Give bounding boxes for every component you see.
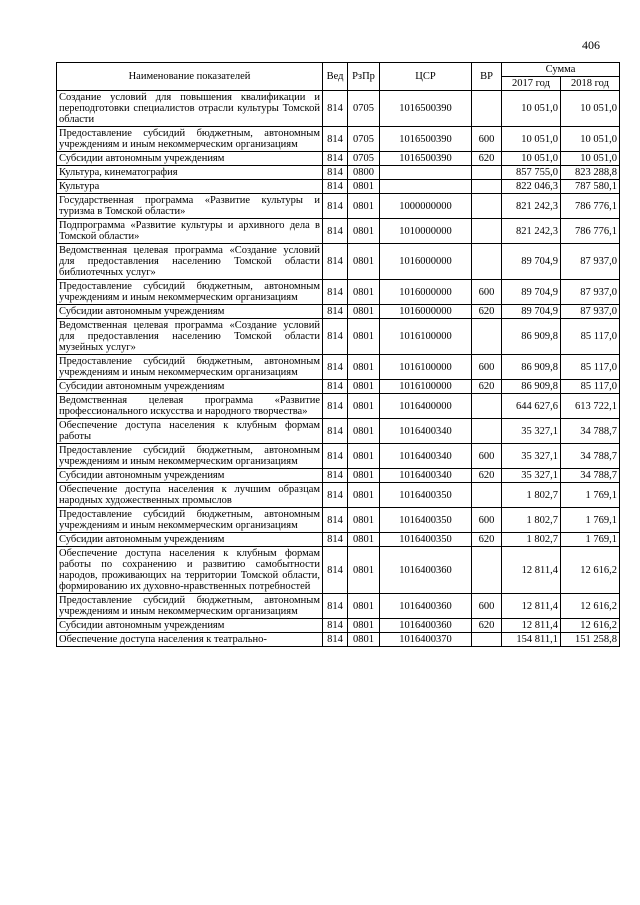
cell-y2018: 10 051,0 xyxy=(561,127,620,152)
cell-rzpr: 0801 xyxy=(348,244,380,280)
table-row xyxy=(57,166,620,180)
table-row xyxy=(57,380,620,394)
cell-vr: 620 xyxy=(472,619,502,633)
cell-rzpr: 0801 xyxy=(348,533,380,547)
cell-rzpr: 0801 xyxy=(348,444,380,469)
cell-ved: 814 xyxy=(323,355,348,380)
cell-rzpr: 0801 xyxy=(348,594,380,619)
cell-y2018: 10 051,0 xyxy=(561,91,620,127)
cell-rzpr: 0801 xyxy=(348,619,380,633)
cell-name: Обеспечение доступа населения к клубным формам работы по сохранению и развитию самобытности народов, проживающих на территории Томской области, формированию их духовно-нравственных потребностей xyxy=(57,547,323,594)
cell-y2018: 87 937,0 xyxy=(561,280,620,305)
cell-csr: 1016400360 xyxy=(380,619,472,633)
cell-csr: 1016000000 xyxy=(380,244,472,280)
cell-ved: 814 xyxy=(323,152,348,166)
cell-y2018: 12 616,2 xyxy=(561,547,620,594)
cell-rzpr: 0801 xyxy=(348,380,380,394)
cell-y2017: 1 802,7 xyxy=(502,483,561,508)
cell-csr: 1016400370 xyxy=(380,633,472,647)
cell-csr: 1016400000 xyxy=(380,394,472,419)
cell-name: Предоставление субсидий бюджетным, автономным учреждениям и иным некоммерческим организациям xyxy=(57,444,323,469)
cell-ved: 814 xyxy=(323,594,348,619)
cell-csr: 1016400350 xyxy=(380,533,472,547)
cell-y2018: 12 616,2 xyxy=(561,619,620,633)
cell-csr: 1016100000 xyxy=(380,380,472,394)
cell-y2017: 86 909,8 xyxy=(502,355,561,380)
table-row xyxy=(57,547,620,594)
cell-csr: 1016500390 xyxy=(380,127,472,152)
table-row xyxy=(57,280,620,305)
cell-y2017: 89 704,9 xyxy=(502,244,561,280)
cell-y2017: 644 627,6 xyxy=(502,394,561,419)
cell-csr: 1016400350 xyxy=(380,508,472,533)
cell-name: Субсидии автономным учреждениям xyxy=(57,469,323,483)
cell-vr xyxy=(472,244,502,280)
cell-vr xyxy=(472,91,502,127)
cell-y2018: 786 776,1 xyxy=(561,194,620,219)
cell-name: Предоставление субсидий бюджетным, автономным учреждениям и иным некоммерческим организациям xyxy=(57,594,323,619)
cell-y2017: 12 811,4 xyxy=(502,619,561,633)
cell-rzpr: 0801 xyxy=(348,508,380,533)
table-row xyxy=(57,219,620,244)
cell-vr: 620 xyxy=(472,305,502,319)
cell-name: Ведомственная целевая программа «Создание условий для предоставления населению Томской области библиотечных услуг» xyxy=(57,244,323,280)
cell-rzpr: 0801 xyxy=(348,219,380,244)
table-row xyxy=(57,444,620,469)
cell-name: Обеспечение доступа населения к лучшим образцам народных художественных промыслов xyxy=(57,483,323,508)
cell-rzpr: 0801 xyxy=(348,194,380,219)
cell-name: Субсидии автономным учреждениям xyxy=(57,533,323,547)
cell-name: Предоставление субсидий бюджетным, автономным учреждениям и иным некоммерческим организациям xyxy=(57,355,323,380)
cell-csr xyxy=(380,166,472,180)
cell-csr: 1016400340 xyxy=(380,469,472,483)
cell-rzpr: 0801 xyxy=(348,305,380,319)
header-vr: ВР xyxy=(472,63,502,91)
cell-y2017: 12 811,4 xyxy=(502,547,561,594)
cell-y2017: 86 909,8 xyxy=(502,380,561,394)
cell-ved: 814 xyxy=(323,533,348,547)
header-2017: 2017 год xyxy=(502,77,561,91)
cell-ved: 814 xyxy=(323,166,348,180)
table-row xyxy=(57,619,620,633)
cell-csr: 1016000000 xyxy=(380,305,472,319)
cell-y2017: 10 051,0 xyxy=(502,152,561,166)
cell-vr: 620 xyxy=(472,152,502,166)
cell-csr: 1016400350 xyxy=(380,483,472,508)
cell-y2018: 1 769,1 xyxy=(561,508,620,533)
cell-y2018: 1 769,1 xyxy=(561,533,620,547)
cell-y2018: 34 788,7 xyxy=(561,419,620,444)
cell-rzpr: 0801 xyxy=(348,633,380,647)
cell-vr xyxy=(472,194,502,219)
cell-csr: 1000000000 xyxy=(380,194,472,219)
cell-rzpr: 0801 xyxy=(348,419,380,444)
cell-ved: 814 xyxy=(323,469,348,483)
cell-ved: 814 xyxy=(323,91,348,127)
cell-rzpr: 0800 xyxy=(348,166,380,180)
cell-vr xyxy=(472,219,502,244)
cell-y2018: 10 051,0 xyxy=(561,152,620,166)
budget-table xyxy=(56,62,620,647)
cell-ved: 814 xyxy=(323,319,348,355)
cell-y2018: 787 580,1 xyxy=(561,180,620,194)
cell-y2017: 35 327,1 xyxy=(502,469,561,483)
cell-vr xyxy=(472,483,502,508)
cell-y2017: 12 811,4 xyxy=(502,594,561,619)
cell-vr: 620 xyxy=(472,380,502,394)
table-row xyxy=(57,319,620,355)
table-row xyxy=(57,594,620,619)
cell-y2017: 35 327,1 xyxy=(502,419,561,444)
cell-vr xyxy=(472,419,502,444)
cell-ved: 814 xyxy=(323,547,348,594)
table-row xyxy=(57,533,620,547)
cell-ved: 814 xyxy=(323,244,348,280)
cell-y2018: 151 258,8 xyxy=(561,633,620,647)
cell-ved: 814 xyxy=(323,380,348,394)
cell-name: Обеспечение доступа населения к клубным формам работы xyxy=(57,419,323,444)
header-2018: 2018 год xyxy=(561,77,620,91)
cell-csr: 1016400360 xyxy=(380,547,472,594)
cell-y2017: 89 704,9 xyxy=(502,305,561,319)
cell-ved: 814 xyxy=(323,508,348,533)
cell-csr: 1016000000 xyxy=(380,280,472,305)
cell-y2018: 1 769,1 xyxy=(561,483,620,508)
cell-rzpr: 0801 xyxy=(348,547,380,594)
cell-name: Создание условий для повышения квалификации и переподготовки специалистов отрасли культуры Томской области xyxy=(57,91,323,127)
cell-name: Ведомственная целевая программа «Развитие профессионального искусства и народного творчества» xyxy=(57,394,323,419)
cell-csr: 1016400360 xyxy=(380,594,472,619)
table-row xyxy=(57,419,620,444)
cell-ved: 814 xyxy=(323,280,348,305)
cell-csr: 1016400340 xyxy=(380,444,472,469)
cell-vr xyxy=(472,166,502,180)
cell-name: Предоставление субсидий бюджетным, автономным учреждениям и иным некоммерческим организациям xyxy=(57,127,323,152)
table-row xyxy=(57,305,620,319)
table-row xyxy=(57,508,620,533)
cell-csr: 1016100000 xyxy=(380,355,472,380)
table-row xyxy=(57,91,620,127)
cell-y2017: 89 704,9 xyxy=(502,280,561,305)
cell-ved: 814 xyxy=(323,394,348,419)
cell-y2017: 154 811,1 xyxy=(502,633,561,647)
header-name: Наименование показателей xyxy=(57,63,323,91)
table-body xyxy=(57,91,620,647)
cell-vr xyxy=(472,394,502,419)
cell-csr: 1010000000 xyxy=(380,219,472,244)
cell-rzpr: 0705 xyxy=(348,91,380,127)
table-row xyxy=(57,152,620,166)
cell-y2018: 786 776,1 xyxy=(561,219,620,244)
cell-y2017: 10 051,0 xyxy=(502,91,561,127)
cell-y2018: 85 117,0 xyxy=(561,380,620,394)
cell-ved: 814 xyxy=(323,180,348,194)
table-row xyxy=(57,355,620,380)
cell-y2017: 1 802,7 xyxy=(502,508,561,533)
cell-y2018: 87 937,0 xyxy=(561,244,620,280)
cell-ved: 814 xyxy=(323,419,348,444)
table-row xyxy=(57,394,620,419)
table-row xyxy=(57,127,620,152)
cell-rzpr: 0705 xyxy=(348,152,380,166)
cell-y2017: 821 242,3 xyxy=(502,194,561,219)
cell-vr: 620 xyxy=(472,469,502,483)
cell-csr: 1016500390 xyxy=(380,91,472,127)
cell-ved: 814 xyxy=(323,127,348,152)
cell-y2018: 613 722,1 xyxy=(561,394,620,419)
table-row xyxy=(57,180,620,194)
cell-rzpr: 0801 xyxy=(348,469,380,483)
cell-ved: 814 xyxy=(323,219,348,244)
cell-y2017: 1 802,7 xyxy=(502,533,561,547)
cell-name: Субсидии автономным учреждениям xyxy=(57,152,323,166)
cell-y2017: 821 242,3 xyxy=(502,219,561,244)
cell-csr xyxy=(380,180,472,194)
table-row xyxy=(57,194,620,219)
cell-rzpr: 0801 xyxy=(348,180,380,194)
cell-vr: 600 xyxy=(472,508,502,533)
table-row xyxy=(57,483,620,508)
cell-ved: 814 xyxy=(323,444,348,469)
header-csr: ЦСР xyxy=(380,63,472,91)
cell-name: Субсидии автономным учреждениям xyxy=(57,619,323,633)
cell-ved: 814 xyxy=(323,633,348,647)
cell-csr: 1016100000 xyxy=(380,319,472,355)
cell-csr: 1016400340 xyxy=(380,419,472,444)
cell-rzpr: 0801 xyxy=(348,280,380,305)
cell-vr xyxy=(472,180,502,194)
cell-name: Подпрограмма «Развитие культуры и архивного дела в Томской области» xyxy=(57,219,323,244)
cell-ved: 814 xyxy=(323,483,348,508)
cell-y2018: 87 937,0 xyxy=(561,305,620,319)
cell-vr: 600 xyxy=(472,594,502,619)
cell-y2017: 86 909,8 xyxy=(502,319,561,355)
header-rzpr: РзПр xyxy=(348,63,380,91)
cell-y2018: 12 616,2 xyxy=(561,594,620,619)
cell-vr: 600 xyxy=(472,355,502,380)
cell-y2018: 34 788,7 xyxy=(561,444,620,469)
table-row xyxy=(57,469,620,483)
cell-rzpr: 0801 xyxy=(348,319,380,355)
cell-name: Культура xyxy=(57,180,323,194)
cell-vr: 620 xyxy=(472,533,502,547)
table-row xyxy=(57,244,620,280)
page-number: 406 xyxy=(582,38,600,52)
cell-name: Субсидии автономным учреждениям xyxy=(57,380,323,394)
cell-vr: 600 xyxy=(472,444,502,469)
cell-name: Государственная программа «Развитие культуры и туризма в Томской области» xyxy=(57,194,323,219)
cell-name: Предоставление субсидий бюджетным, автономным учреждениям и иным некоммерческим организациям xyxy=(57,280,323,305)
cell-ved: 814 xyxy=(323,194,348,219)
cell-y2018: 34 788,7 xyxy=(561,469,620,483)
cell-vr xyxy=(472,547,502,594)
cell-rzpr: 0705 xyxy=(348,127,380,152)
cell-y2017: 857 755,0 xyxy=(502,166,561,180)
cell-vr xyxy=(472,319,502,355)
cell-rzpr: 0801 xyxy=(348,355,380,380)
cell-vr xyxy=(472,633,502,647)
cell-ved: 814 xyxy=(323,305,348,319)
cell-csr: 1016500390 xyxy=(380,152,472,166)
cell-rzpr: 0801 xyxy=(348,483,380,508)
header-sum: Сумма xyxy=(502,63,620,77)
cell-y2018: 85 117,0 xyxy=(561,355,620,380)
cell-y2018: 823 288,8 xyxy=(561,166,620,180)
cell-name: Ведомственная целевая программа «Создание условий для предоставления населению Томской области музейных услуг» xyxy=(57,319,323,355)
cell-rzpr: 0801 xyxy=(348,394,380,419)
cell-name: Культура, кинематография xyxy=(57,166,323,180)
cell-y2017: 822 046,3 xyxy=(502,180,561,194)
cell-y2018: 85 117,0 xyxy=(561,319,620,355)
cell-vr: 600 xyxy=(472,280,502,305)
cell-name: Субсидии автономным учреждениям xyxy=(57,305,323,319)
cell-y2017: 35 327,1 xyxy=(502,444,561,469)
cell-name: Обеспечение доступа населения к театрально- xyxy=(57,633,323,647)
cell-y2017: 10 051,0 xyxy=(502,127,561,152)
cell-ved: 814 xyxy=(323,619,348,633)
cell-name: Предоставление субсидий бюджетным, автономным учреждениям и иным некоммерческим организациям xyxy=(57,508,323,533)
header-ved: Вед xyxy=(323,63,348,91)
cell-vr: 600 xyxy=(472,127,502,152)
table-row xyxy=(57,633,620,647)
